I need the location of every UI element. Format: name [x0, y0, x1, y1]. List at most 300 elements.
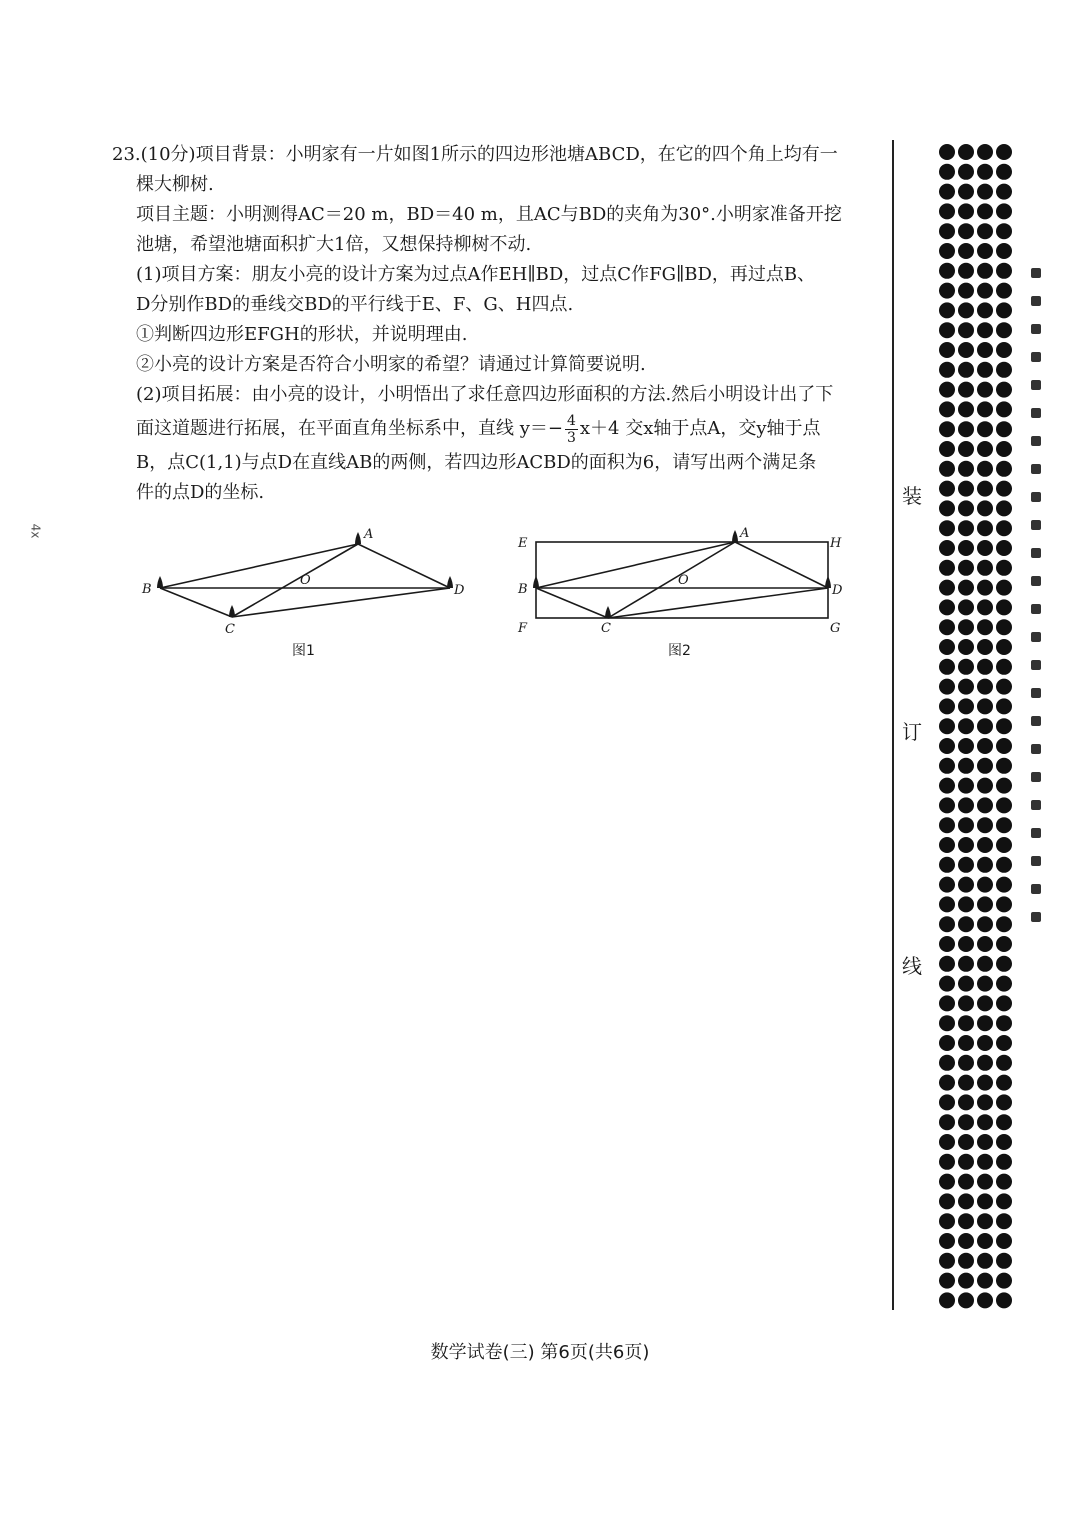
binding-dot: [939, 441, 955, 457]
binding-dot: [939, 718, 955, 734]
binding-dot: [996, 283, 1012, 299]
binding-dot: [996, 936, 1012, 952]
extension-line: B，点C(1,1)与点D在直线AB的两侧，若四边形ACBD的面积为6，请写出两个满足条: [136, 452, 817, 473]
binding-dot: [939, 1174, 955, 1190]
binding-dot: [996, 1253, 1012, 1269]
binding-dot: [977, 401, 993, 417]
binding-dot: [958, 679, 974, 695]
binding-dot: [958, 718, 974, 734]
side-strip-marks: [1024, 268, 1048, 968]
binding-dot: [977, 184, 993, 200]
strip-mark: [1031, 716, 1041, 726]
strip-mark: [1031, 296, 1041, 306]
extension-line: (2)项目拓展：由小亮的设计，小明悟出了求任意四边形面积的方法.然后小明设计出了下: [136, 384, 834, 405]
binding-dot: [996, 362, 1012, 378]
strip-mark: [1031, 464, 1041, 474]
binding-dot: [996, 223, 1012, 239]
tree-icon: [355, 532, 361, 544]
strip-mark: [1031, 632, 1041, 642]
binding-dot: [958, 778, 974, 794]
binding-label-xian: 线: [902, 954, 922, 978]
binding-dot: [977, 283, 993, 299]
binding-dot: [977, 500, 993, 516]
figure-2: [510, 520, 860, 644]
binding-dot: [977, 857, 993, 873]
binding-dot: [939, 797, 955, 813]
binding-dot: [996, 916, 1012, 932]
binding-dot: [958, 263, 974, 279]
binding-dot: [977, 995, 993, 1011]
binding-dot: [939, 421, 955, 437]
strip-mark: [1031, 800, 1041, 810]
binding-dot: [977, 302, 993, 318]
binding-dot: [939, 560, 955, 576]
binding-dot: [977, 698, 993, 714]
binding-dot: [996, 302, 1012, 318]
binding-dot: [939, 184, 955, 200]
binding-dot: [977, 481, 993, 497]
binding-dot: [939, 1015, 955, 1031]
binding-dot: [939, 243, 955, 259]
binding-dot: [996, 144, 1012, 160]
binding-dot: [958, 1094, 974, 1110]
binding-dot: [958, 758, 974, 774]
strip-mark: [1031, 856, 1041, 866]
binding-dot: [939, 1233, 955, 1249]
binding-dot: [939, 401, 955, 417]
binding-dot: [977, 421, 993, 437]
binding-dot: [996, 758, 1012, 774]
strip-mark: [1031, 828, 1041, 838]
tree-icon: [533, 576, 539, 588]
binding-dot: [977, 659, 993, 675]
binding-dot: [958, 599, 974, 615]
binding-dot: [977, 1233, 993, 1249]
binding-dot: [977, 1055, 993, 1071]
strip-mark: [1031, 492, 1041, 502]
strip-mark: [1031, 268, 1041, 278]
binding-dot: [939, 679, 955, 695]
binding-dot: [939, 778, 955, 794]
binding-dot: [939, 342, 955, 358]
binding-dot: [939, 896, 955, 912]
binding-dot: [958, 421, 974, 437]
question-2: ②小亮的设计方案是否符合小明家的希望？请通过计算简要说明.: [136, 354, 646, 375]
binding-dot: [958, 797, 974, 813]
binding-dot: [996, 1193, 1012, 1209]
binding-dot: [939, 540, 955, 556]
label-G: G: [830, 621, 841, 636]
binding-dot: [958, 1292, 974, 1308]
binding-dot: [996, 976, 1012, 992]
binding-dot: [939, 837, 955, 853]
binding-dot: [977, 540, 993, 556]
binding-dot: [996, 659, 1012, 675]
binding-dot: [996, 401, 1012, 417]
problem-line: 23.(10分)项目背景：小明家有一片如图1所示的四边形池塘ABCD，在它的四个角上均有一: [112, 144, 838, 165]
binding-dot: [996, 520, 1012, 536]
binding-dot: [939, 500, 955, 516]
binding-dot: [958, 184, 974, 200]
binding-dot: [996, 1055, 1012, 1071]
binding-dot: [996, 639, 1012, 655]
binding-dot: [958, 223, 974, 239]
binding-dot: [977, 1094, 993, 1110]
binding-dot: [996, 599, 1012, 615]
binding-dot: [977, 441, 993, 457]
binding-dot: [958, 1055, 974, 1071]
binding-dot: [977, 1075, 993, 1091]
binding-dot: [958, 1114, 974, 1130]
label-O: O: [300, 573, 311, 588]
binding-dot: [939, 639, 955, 655]
binding-dot: [996, 1292, 1012, 1308]
binding-dot: [939, 1154, 955, 1170]
binding-dot: [958, 1174, 974, 1190]
binding-dot: [958, 1273, 974, 1289]
strip-mark: [1031, 884, 1041, 894]
extension-text: 面这道题进行拓展，在平面直角坐标系中，直线 y＝−: [136, 418, 563, 439]
binding-dot: [977, 382, 993, 398]
extension-line: 件的点D的坐标.: [136, 482, 265, 503]
tree-icon: [605, 606, 611, 618]
binding-dot: [977, 916, 993, 932]
binding-dot: [996, 837, 1012, 853]
binding-dot: [958, 1015, 974, 1031]
tree-icon: [732, 530, 738, 542]
binding-dot: [996, 421, 1012, 437]
binding-dot: [958, 481, 974, 497]
binding-dot: [996, 243, 1012, 259]
binding-dot: [958, 401, 974, 417]
strip-mark: [1031, 576, 1041, 586]
fraction-denominator: 3: [566, 429, 576, 446]
binding-dot: [996, 342, 1012, 358]
binding-dot: [977, 243, 993, 259]
binding-dot: [939, 481, 955, 497]
binding-dot: [958, 1075, 974, 1091]
binding-dot: [977, 1174, 993, 1190]
binding-dot: [939, 203, 955, 219]
binding-dot: [977, 520, 993, 536]
binding-dot: [977, 342, 993, 358]
binding-dot: [958, 520, 974, 536]
binding-dot: [939, 599, 955, 615]
binding-dot: [977, 1193, 993, 1209]
label-E: E: [518, 536, 528, 551]
label-D: D: [454, 583, 465, 598]
binding-dot: [939, 1134, 955, 1150]
strip-mark: [1031, 688, 1041, 698]
binding-dot: [939, 1273, 955, 1289]
binding-dot: [958, 1213, 974, 1229]
binding-dot: [958, 619, 974, 635]
binding-dot: [996, 1154, 1012, 1170]
binding-dot: [977, 639, 993, 655]
binding-dot: [958, 857, 974, 873]
binding-dot: [958, 1233, 974, 1249]
binding-dot: [977, 599, 993, 615]
binding-dot: [996, 164, 1012, 180]
binding-dot: [939, 1114, 955, 1130]
binding-dot: [996, 184, 1012, 200]
binding-dot: [977, 580, 993, 596]
binding-dot: [958, 441, 974, 457]
plan-line: (1)项目方案：朋友小亮的设计方案为过点A作EH∥BD，过点C作FG∥BD，再过点B、: [136, 264, 816, 285]
binding-dot: [996, 718, 1012, 734]
binding-dot: [958, 1134, 974, 1150]
binding-dot: [977, 877, 993, 893]
binding-dot: [958, 659, 974, 675]
binding-dot: [939, 877, 955, 893]
binding-dot: [958, 1154, 974, 1170]
binding-dot: [958, 243, 974, 259]
extension-text: x＋4 交x轴于点A，交y轴于点: [579, 418, 821, 439]
binding-dot: [939, 283, 955, 299]
binding-dot: [939, 1253, 955, 1269]
binding-dot: [977, 560, 993, 576]
binding-dot: [958, 738, 974, 754]
binding-dot: [996, 560, 1012, 576]
strip-mark: [1031, 436, 1041, 446]
strip-mark: [1031, 408, 1041, 418]
binding-dot: [977, 1015, 993, 1031]
strip-mark: [1031, 604, 1041, 614]
label-A: A: [740, 526, 750, 541]
binding-dot: [996, 1273, 1012, 1289]
binding-dot: [939, 1213, 955, 1229]
problem-theme-line: 池塘，希望池塘面积扩大1倍，又想保持柳树不动.: [136, 234, 532, 255]
binding-dot: [939, 164, 955, 180]
binding-divider: [892, 140, 894, 1310]
label-O: O: [678, 573, 689, 588]
binding-dot: [977, 797, 993, 813]
binding-dot: [996, 1094, 1012, 1110]
binding-dot: [958, 995, 974, 1011]
strip-mark: [1031, 324, 1041, 334]
binding-dot: [939, 916, 955, 932]
binding-dot: [996, 857, 1012, 873]
binding-dot: [939, 1193, 955, 1209]
binding-dot: [958, 382, 974, 398]
binding-dot: [996, 203, 1012, 219]
binding-dot: [977, 817, 993, 833]
binding-dot: [939, 520, 955, 536]
binding-dot: [977, 164, 993, 180]
binding-dot: [939, 1055, 955, 1071]
figure-1-diagram: [130, 520, 480, 640]
problem-23: [112, 140, 882, 508]
binding-dot: [958, 639, 974, 655]
binding-dot: [939, 817, 955, 833]
binding-dot: [977, 679, 993, 695]
binding-dot: [977, 1273, 993, 1289]
binding-dot: [958, 461, 974, 477]
binding-dot: [939, 580, 955, 596]
binding-dot: [996, 481, 1012, 497]
binding-dot: [996, 441, 1012, 457]
fraction-numerator: 4: [566, 412, 576, 429]
binding-dot: [939, 995, 955, 1011]
binding-dot: [958, 698, 974, 714]
binding-dot: [939, 1292, 955, 1308]
question-1: ①判断四边形EFGH的形状，并说明理由.: [136, 324, 468, 345]
label-B: B: [142, 582, 152, 597]
binding-dot: [939, 1075, 955, 1091]
binding-dot: [958, 283, 974, 299]
binding-dot: [996, 877, 1012, 893]
binding-label-zhuang: 装: [902, 484, 922, 508]
binding-dot: [958, 837, 974, 853]
binding-dot: [996, 1233, 1012, 1249]
binding-dot: [996, 738, 1012, 754]
binding-dot: [996, 817, 1012, 833]
binding-dot: [958, 144, 974, 160]
figure-2-caption: 图2: [668, 643, 691, 659]
figure-1: [130, 520, 480, 644]
fraction: [565, 413, 578, 446]
binding-dot: [996, 382, 1012, 398]
binding-label-ding: 订: [902, 720, 922, 744]
tree-icon: [229, 605, 235, 617]
strip-mark: [1031, 520, 1041, 530]
label-B: B: [518, 582, 528, 597]
binding-dot: [996, 995, 1012, 1011]
binding-dot: [977, 976, 993, 992]
binding-dot: [977, 223, 993, 239]
binding-dot: [996, 679, 1012, 695]
binding-dot: [996, 619, 1012, 635]
binding-dot: [939, 698, 955, 714]
strip-mark: [1031, 912, 1041, 922]
binding-dot: [958, 1193, 974, 1209]
binding-dot: [977, 896, 993, 912]
figure-2-diagram: [510, 520, 860, 640]
binding-dot: [996, 461, 1012, 477]
page-footer: 数学试卷(三) 第6页(共6页): [430, 1342, 650, 1363]
binding-dot: [977, 144, 993, 160]
binding-dot: [958, 1253, 974, 1269]
binding-dot: [939, 322, 955, 338]
binding-dot: [977, 778, 993, 794]
binding-dot: [958, 203, 974, 219]
binding-dot: [996, 797, 1012, 813]
binding-dot: [996, 1035, 1012, 1051]
binding-dot: [977, 837, 993, 853]
binding-dot: [958, 976, 974, 992]
binding-dot: [939, 362, 955, 378]
tree-icon: [825, 576, 831, 588]
label-C: C: [225, 622, 235, 637]
binding-dot: [996, 778, 1012, 794]
binding-dot: [977, 461, 993, 477]
binding-dot: [958, 580, 974, 596]
binding-dot: [996, 956, 1012, 972]
binding-dot: [939, 976, 955, 992]
binding-dot: [996, 1134, 1012, 1150]
label-H: H: [830, 536, 842, 551]
binding-dot: [996, 1174, 1012, 1190]
strip-mark: [1031, 380, 1041, 390]
binding-dot: [996, 322, 1012, 338]
binding-dot: [996, 896, 1012, 912]
stray-mark: 4x: [28, 523, 43, 539]
binding-dot: [939, 956, 955, 972]
binding-dot: [977, 1035, 993, 1051]
binding-dot: [939, 223, 955, 239]
binding-dot: [939, 758, 955, 774]
binding-dot: [977, 956, 993, 972]
binding-dot: [977, 263, 993, 279]
binding-dot: [977, 322, 993, 338]
binding-dot: [977, 738, 993, 754]
label-A: A: [364, 527, 374, 542]
binding-dot: [977, 1134, 993, 1150]
binding-dot: [939, 302, 955, 318]
binding-dot: [958, 500, 974, 516]
strip-mark: [1031, 660, 1041, 670]
binding-dot: [996, 540, 1012, 556]
label-F: F: [518, 621, 528, 636]
label-C: C: [601, 621, 611, 636]
binding-dot: [996, 580, 1012, 596]
problem-theme-line: 项目主题：小明测得AC＝20 m，BD＝40 m，且AC与BD的夹角为30°.小明家准备开挖: [136, 204, 842, 225]
binding-dot: [977, 936, 993, 952]
strip-mark: [1031, 772, 1041, 782]
binding-dot: [958, 164, 974, 180]
binding-dot: [958, 302, 974, 318]
binding-dot: [939, 382, 955, 398]
binding-dot: [996, 263, 1012, 279]
binding-dot: [958, 322, 974, 338]
plan-line: D分别作BD的垂线交BD的平行线于E、F、G、H四点.: [136, 294, 574, 315]
binding-dot: [958, 560, 974, 576]
binding-dot: [939, 461, 955, 477]
binding-dot: [958, 896, 974, 912]
strip-mark: [1031, 548, 1041, 558]
figure-1-caption: 图1: [292, 643, 315, 659]
binding-dot: [996, 1075, 1012, 1091]
strip-mark: [1031, 352, 1041, 362]
binding-dot: [977, 203, 993, 219]
binding-dot: [939, 936, 955, 952]
tree-icon: [447, 576, 453, 588]
binding-dot: [958, 342, 974, 358]
binding-dot: [939, 619, 955, 635]
binding-dot: [958, 877, 974, 893]
tree-icon: [157, 576, 163, 588]
binding-dot: [977, 1292, 993, 1308]
binding-dot: [939, 1094, 955, 1110]
binding-dot: [939, 738, 955, 754]
binding-dot: [977, 1213, 993, 1229]
binding-dot-pattern: [938, 142, 1014, 1312]
binding-dot: [977, 1114, 993, 1130]
binding-dot: [958, 936, 974, 952]
binding-dot: [996, 1213, 1012, 1229]
binding-dot: [977, 1154, 993, 1170]
binding-dot: [939, 144, 955, 160]
binding-dot: [939, 659, 955, 675]
binding-dot: [958, 1035, 974, 1051]
binding-dot: [977, 619, 993, 635]
problem-line: 棵大柳树.: [136, 174, 214, 195]
binding-dot: [996, 1114, 1012, 1130]
binding-dot: [958, 362, 974, 378]
binding-dot: [958, 916, 974, 932]
binding-dot: [939, 263, 955, 279]
binding-dot: [996, 500, 1012, 516]
